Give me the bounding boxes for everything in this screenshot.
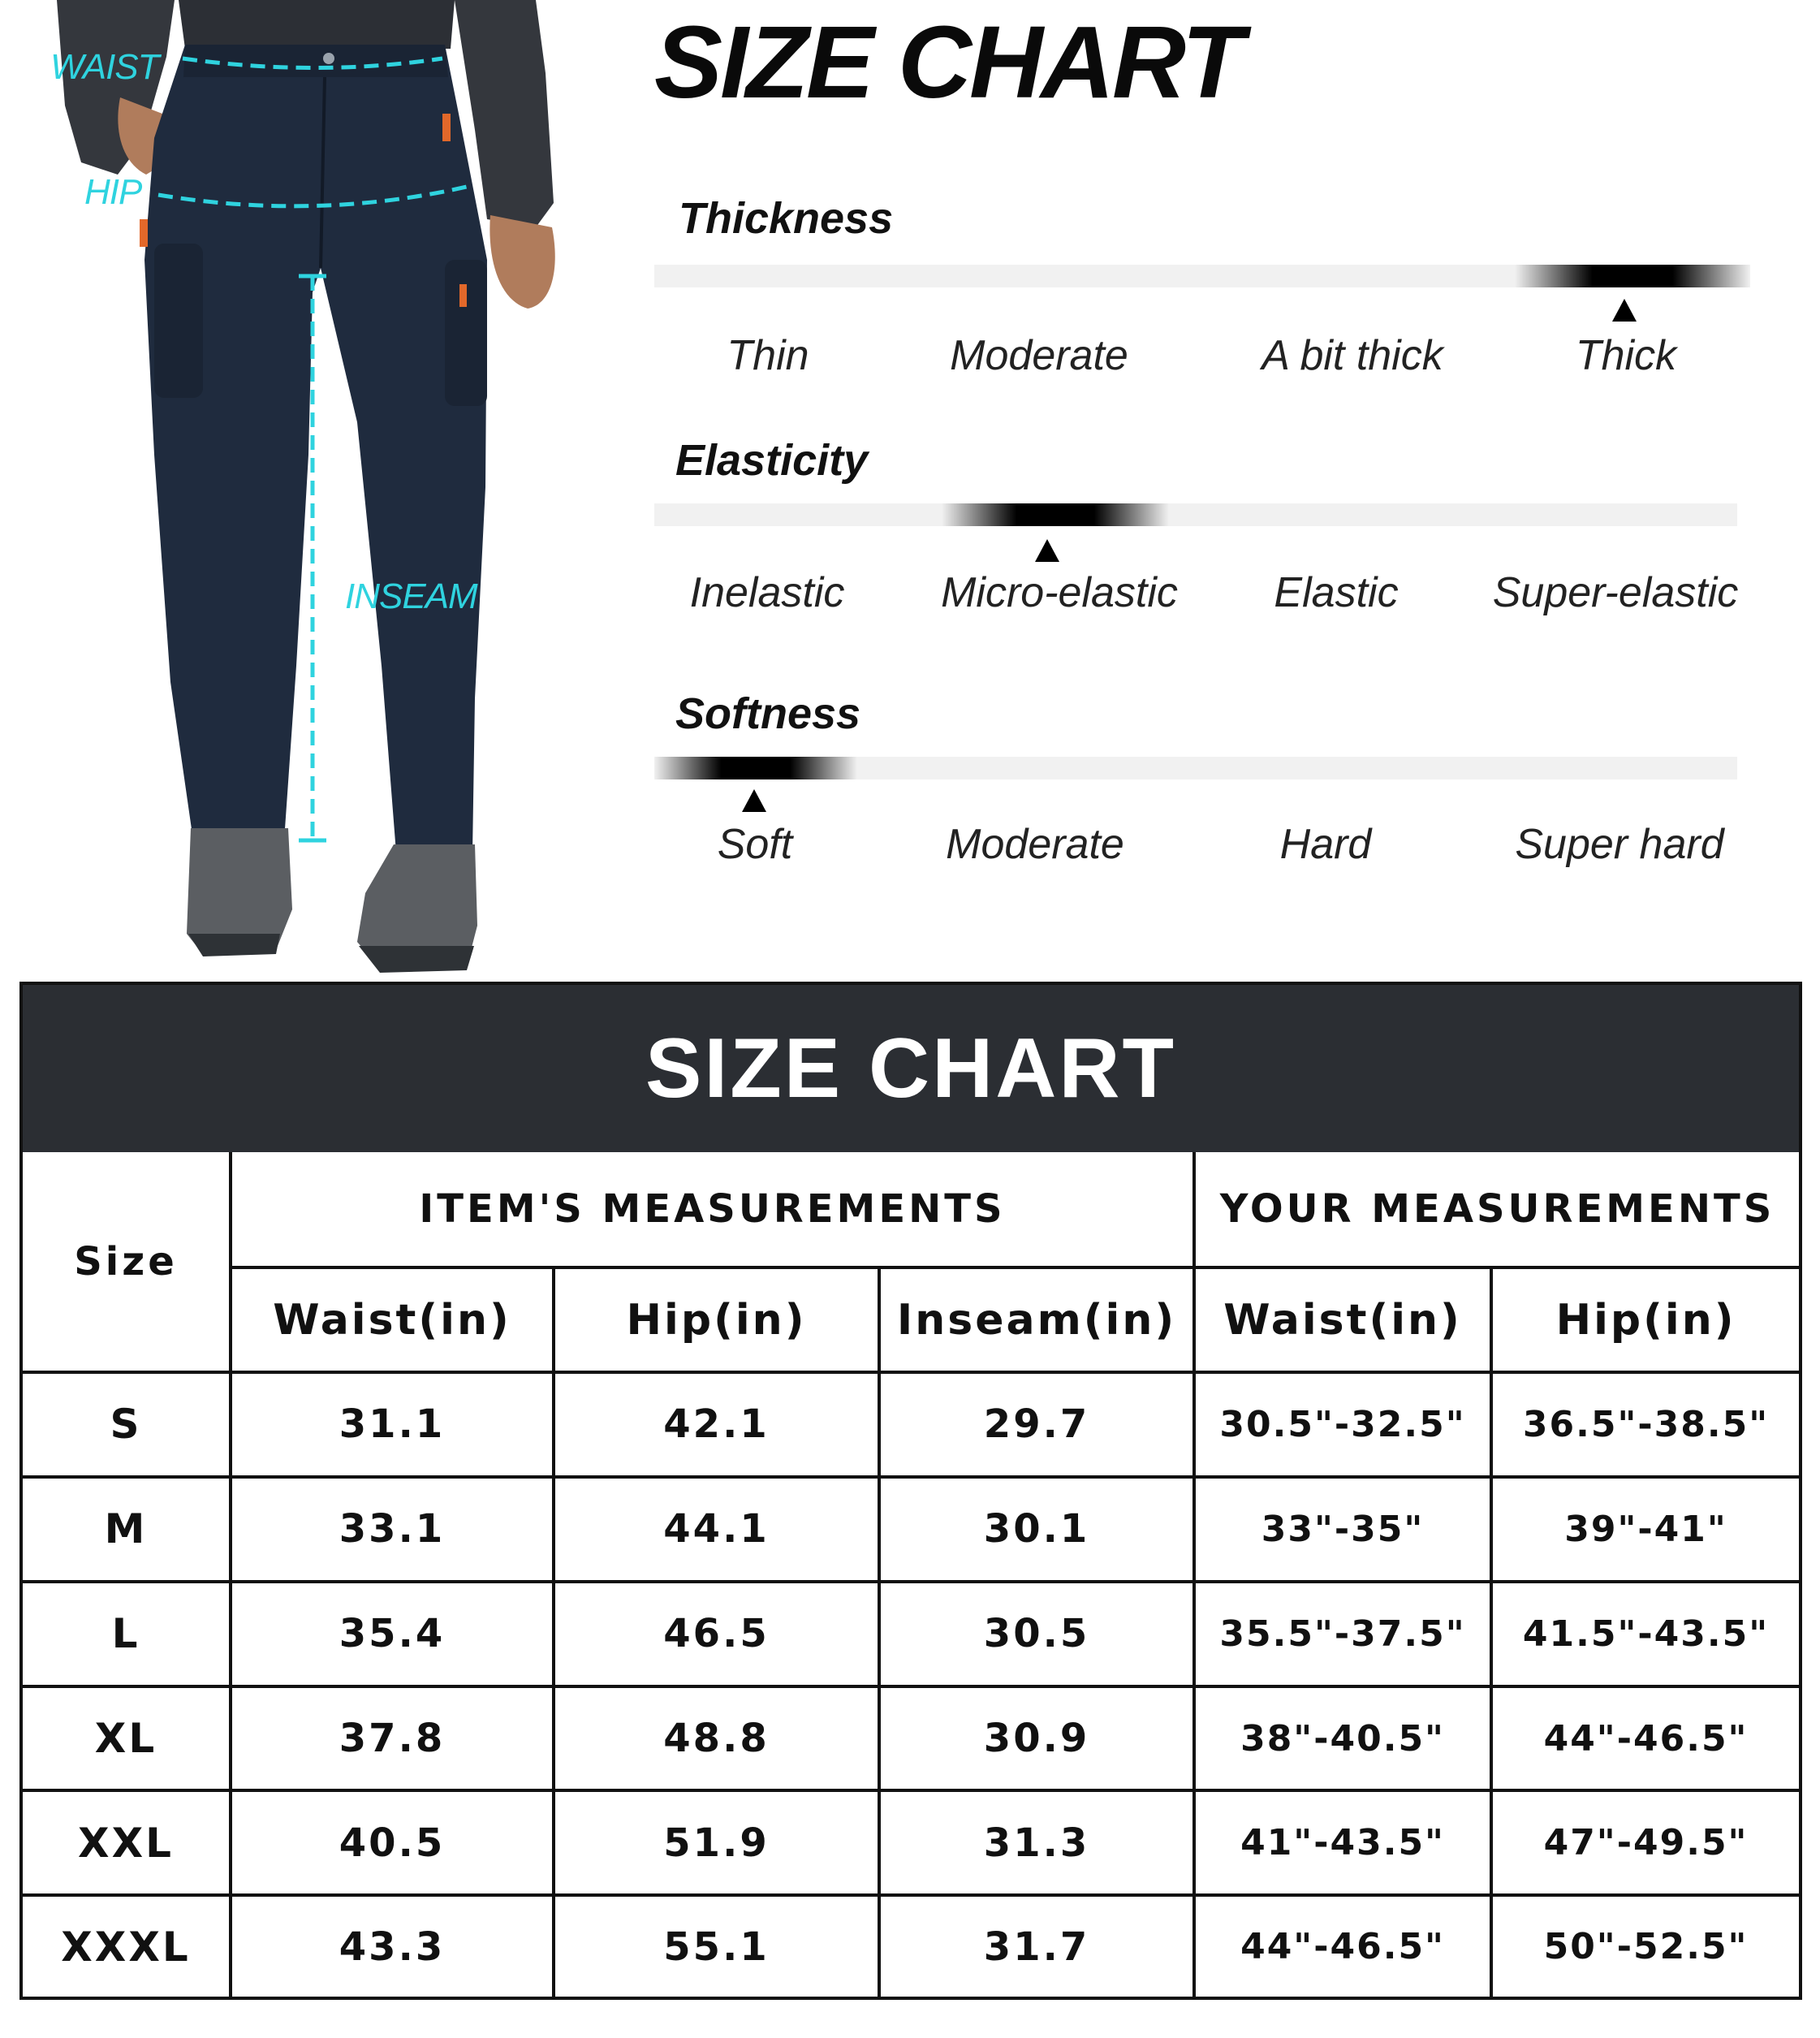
thickness-option: A bit thick xyxy=(1261,332,1443,379)
model-figure xyxy=(0,0,649,982)
table-cell: 31.1 xyxy=(231,1372,554,1477)
table-row xyxy=(23,1582,1799,1686)
table-cell: 30.5 xyxy=(879,1582,1194,1686)
table-row xyxy=(23,1790,1799,1895)
table-cell: 44"-46.5" xyxy=(1194,1895,1491,1997)
item-measurements-header: ITEM'S MEASUREMENTS xyxy=(231,1152,1194,1267)
table-group-header-row xyxy=(23,1152,1799,1267)
thickness-title: Thickness xyxy=(679,194,894,243)
table-cell: 38"-40.5" xyxy=(1194,1686,1491,1791)
table-column-header-row xyxy=(23,1267,1799,1372)
size-chart-header: SIZE CHART xyxy=(23,985,1799,1152)
waistband xyxy=(183,45,448,77)
table-cell: 31.7 xyxy=(879,1895,1194,1997)
right-shoe-sole xyxy=(359,946,474,973)
table-cell: 51.9 xyxy=(554,1790,879,1895)
softness-indicator xyxy=(654,757,857,779)
elasticity-indicator xyxy=(942,503,1169,526)
left-shoe-sole xyxy=(188,934,280,956)
softness-track xyxy=(654,757,1737,779)
elasticity-title: Elasticity xyxy=(675,436,869,485)
zipper-pull-icon xyxy=(140,219,148,247)
hip-label: HIP xyxy=(84,172,142,212)
size-cell: XXXL xyxy=(23,1895,231,1997)
table-cell: 35.5"-37.5" xyxy=(1194,1582,1491,1686)
button-icon xyxy=(323,53,334,64)
elasticity-option-selected: Micro-elastic xyxy=(941,569,1178,616)
right-hand xyxy=(490,215,554,309)
table-cell: 29.7 xyxy=(879,1372,1194,1477)
pants-shape xyxy=(144,45,487,853)
softness-option: Hard xyxy=(1279,821,1372,868)
table-cell: 44.1 xyxy=(554,1477,879,1582)
page-title: SIZE CHART xyxy=(654,5,1242,119)
softness-arrow-icon xyxy=(742,789,766,812)
elasticity-option: Inelastic xyxy=(689,569,845,616)
column-header: Hip(in) xyxy=(554,1267,879,1372)
table-cell: 33"-35" xyxy=(1194,1477,1491,1582)
table-cell: 46.5 xyxy=(554,1582,879,1686)
column-header: Waist(in) xyxy=(231,1267,554,1372)
pants-model-illustration xyxy=(0,0,649,982)
table-cell: 35.4 xyxy=(231,1582,554,1686)
table-row xyxy=(23,1686,1799,1791)
table-cell: 55.1 xyxy=(554,1895,879,1997)
table-cell: 33.1 xyxy=(231,1477,554,1582)
size-cell: XXL xyxy=(23,1790,231,1895)
table-cell: 31.3 xyxy=(879,1790,1194,1895)
elasticity-option: Super-elastic xyxy=(1492,569,1739,616)
size-cell: XL xyxy=(23,1686,231,1791)
size-cell: S xyxy=(23,1372,231,1477)
table-cell: 50"-52.5" xyxy=(1491,1895,1799,1997)
table-cell: 39"-41" xyxy=(1491,1477,1799,1582)
elasticity-track xyxy=(654,503,1737,526)
table-cell: 43.3 xyxy=(231,1895,554,1997)
thickness-indicator xyxy=(1515,265,1750,287)
table-cell: 30.5"-32.5" xyxy=(1194,1372,1491,1477)
shirt-torso xyxy=(179,0,455,49)
elasticity-option: Elastic xyxy=(1274,569,1399,616)
your-measurements-header: YOUR MEASUREMENTS xyxy=(1194,1152,1799,1267)
table-cell: 30.9 xyxy=(879,1686,1194,1791)
table-cell: 48.8 xyxy=(554,1686,879,1791)
table-cell: 37.8 xyxy=(231,1686,554,1791)
softness-option: Super hard xyxy=(1515,821,1724,868)
table-row xyxy=(23,1895,1799,1997)
left-cargo-pocket xyxy=(154,244,203,398)
table-cell: 41"-43.5" xyxy=(1194,1790,1491,1895)
table-row xyxy=(23,1372,1799,1477)
thickness-option: Moderate xyxy=(950,332,1128,379)
thickness-track xyxy=(654,265,1750,287)
zipper-pull-icon xyxy=(459,284,467,307)
softness-title: Softness xyxy=(675,689,861,738)
column-header: Waist(in) xyxy=(1194,1267,1491,1372)
size-chart-table xyxy=(23,1152,1799,1997)
column-header: Hip(in) xyxy=(1491,1267,1799,1372)
column-header: Inseam(in) xyxy=(879,1267,1194,1372)
table-row xyxy=(23,1477,1799,1582)
size-column-header: Size xyxy=(23,1152,231,1372)
table-cell: 40.5 xyxy=(231,1790,554,1895)
size-cell: M xyxy=(23,1477,231,1582)
thickness-arrow-icon xyxy=(1612,299,1637,322)
size-chart-table-container xyxy=(19,982,1802,2000)
table-cell: 30.1 xyxy=(879,1477,1194,1582)
size-cell: L xyxy=(23,1582,231,1686)
table-cell: 41.5"-43.5" xyxy=(1491,1582,1799,1686)
table-cell: 42.1 xyxy=(554,1372,879,1477)
inseam-label: INSEAM xyxy=(345,576,477,616)
waist-label: WAIST xyxy=(50,47,159,87)
thickness-option: Thin xyxy=(727,332,809,379)
thickness-option-selected: Thick xyxy=(1575,332,1677,379)
table-cell: 47"-49.5" xyxy=(1491,1790,1799,1895)
right-cargo-pocket xyxy=(445,260,487,406)
softness-option: Moderate xyxy=(946,821,1124,868)
softness-option-selected: Soft xyxy=(717,821,793,868)
table-cell: 44"-46.5" xyxy=(1491,1686,1799,1791)
zipper-pull-icon xyxy=(442,114,451,141)
table-cell: 36.5"-38.5" xyxy=(1491,1372,1799,1477)
elasticity-arrow-icon xyxy=(1035,539,1059,562)
